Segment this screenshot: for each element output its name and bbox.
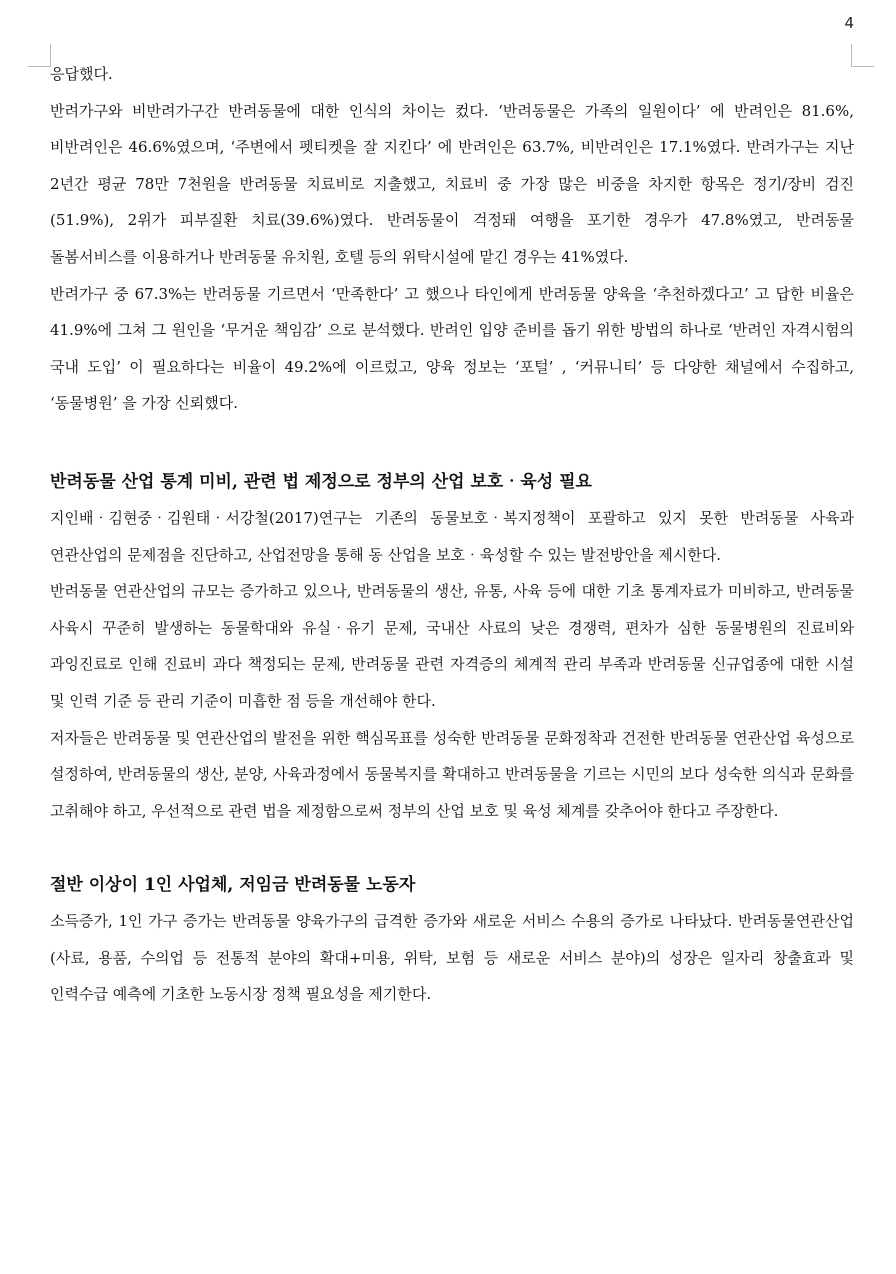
document-body	[50, 56, 854, 1013]
paragraph-satisfaction: 반려가구 중 67.3%는 반려동물 기르면서 ‘만족한다’ 고 했으나 타인에게 반려동물 양육을 ‘추천하겠다고’ 고 답한 비율은 41.9%에 그쳐 그 원인을 ‘무거운 책임감’ 으로 분석했다. 반려인 입양 준비를 돕기 위한 방법의 하나로 ‘반려인 자격시험의 국내 도입’ 이 필요하다는 비율이 49.2%에 이르렀고, 양육 정보는 ‘포털’ , ‘커뮤니티’ 등 다양한 채널에서 수집하고, ‘동물병원’ 을 가장 신뢰했다.	[50, 284, 854, 413]
section-heading-workers: 절반 이상이 1인 사업체, 저임금 반려동물 노동자	[50, 875, 416, 896]
section-gap	[50, 422, 854, 464]
section-gap	[50, 829, 854, 867]
paragraph-study-summary: 지인배‧김현중‧김원태‧서강철(2017)연구는 기존의 동물보호‧복지정책이 포괄하고 있지 못한 반려동물 사육과 연관산업의 문제점을 진단하고, 산업전망을 통해 동 산업을 보호‧육성할 수 있는 발전방안을 제시한다.	[50, 508, 854, 564]
paragraph-authors-claim: 저자들은 반려동물 및 연관산업의 발전을 위한 핵심목표를 성숙한 반려동물 문화정착과 건전한 반려동물 연관산업 육성으로 설정하여, 반려동물의 생산, 분양, 사육과정에서 동물복지를 확대하고 반려동물을 기르는 시민의 보다 성숙한 의식과 문화를 고취해야 하고, 우선적으로 관련 법을 제정함으로써 정부의 산업 보호 및 육성 체계를 갖추어야 한다고 주장한다.	[50, 728, 854, 820]
paragraph-labor-market: 소득증가, 1인 가구 증가는 반려동물 양육가구의 급격한 증가와 새로운 서비스 수용의 증가로 나타났다. 반려동물연관산업(사료, 용품, 수의업 등 전통적 분야의 확대+미용, 위탁, 보험 등 새로운 서비스 분야)의 성장은 일자리 창출효과 및 인력수급 예측에 기초한 노동시장 정책 필요성을 제기한다.	[50, 912, 854, 1004]
page-number: 4	[844, 14, 854, 32]
paragraph-perception-gap: 반려가구와 비반려가구간 반려동물에 대한 인식의 차이는 컸다. ‘반려동물은 가족의 일원이다’ 에 반려인은 81.6%, 비반려인은 46.6%였으며, ‘주변에서 펫티켓을 잘 지킨다’ 에 반려인은 63.7%, 비반려인은 17.1%였다. 반려가구는 지난 2년간 평균 78만 7천원을 반려동물 치료비로 지출했고, 치료비 중 가장 많은 비중을 차지한 항목은 정기/장비 검진(51.9%), 2위가 피부질환 치료(39.6%)였다. 반려동물이 걱정돼 여행을 포기한 경우가 47.8%였고, 반려동물 돌봄서비스를 이용하거나 반려동물 유치원, 호텔 등의 위탁시설에 맡긴 경우는 41%였다.	[50, 101, 854, 266]
paragraph-response-end: 응답했다.	[50, 65, 113, 83]
section-heading-industry-policy: 반려동물 산업 통계 미비, 관련 법 제정으로 정부의 산업 보호‧육성 필요	[50, 471, 592, 492]
paragraph-industry-issues: 반려동물 연관산업의 규모는 증가하고 있으나, 반려동물의 생산, 유통, 사육 등에 대한 기초 통계자료가 미비하고, 반려동물 사육시 꾸준히 발생하는 동물학대와 유실‧유기 문제, 국내산 사료의 낮은 경쟁력, 편차가 심한 동물병원의 진료비와 과잉진료로 인해 진료비 과다 책정되는 문제, 반려동물 관련 자격증의 체계적 관리 부족과 반려동물 신규업종에 대한 시설 및 인력 기준 등 관리 기준이 미흡한 점 등을 개선해야 한다.	[50, 582, 854, 710]
crop-mark-right	[851, 44, 874, 67]
crop-mark-left	[28, 44, 51, 67]
